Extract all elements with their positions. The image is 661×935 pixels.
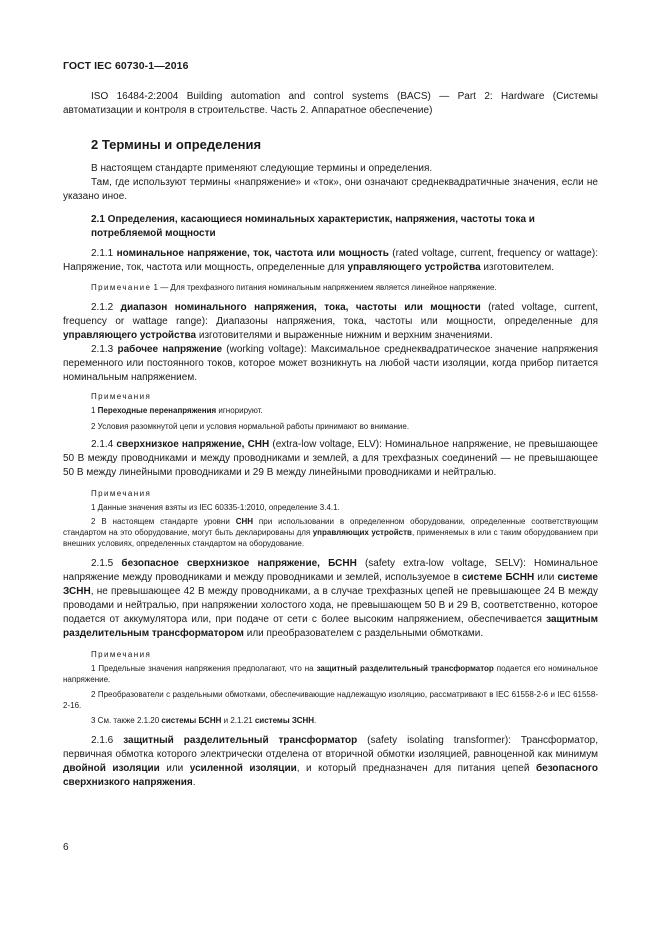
term-text: (working voltage): Максимальное среднеквадратическое значение напряжения переменного или постоянного токов, которое может возникнуть на любой части изоляции, когда прибор питается номинальным напряжением. xyxy=(63,344,599,383)
term-text: или преобразователем с раздельными обмотками. xyxy=(243,628,484,639)
intro-paragraph-2: Там, где используют термины «напряжение» и «ток», они означают среднеквадратичные значения, если не указано иное. xyxy=(63,177,598,202)
term-title: защитный разделительный трансформатор xyxy=(123,735,358,746)
term-2-1-3 xyxy=(63,343,598,385)
term-2-1-5 xyxy=(63,557,598,641)
term-ref: системе БСНН xyxy=(461,572,535,583)
term-title: диапазон номинального напряжения, тока, частоты или мощности xyxy=(120,302,481,313)
page-number: 6 xyxy=(63,842,69,853)
note-2-1-5-1 xyxy=(63,663,598,685)
note-number: 1 xyxy=(91,406,98,415)
note-term: системы ЗСНН xyxy=(254,716,315,725)
section-title: 2 Термины и определения xyxy=(91,137,262,152)
term-2-1-2 xyxy=(63,301,598,343)
term-title: рабочее напряжение xyxy=(117,344,223,355)
note-text: подается его номинальное напряжение. xyxy=(63,664,598,684)
term-text: изготовителем. xyxy=(480,262,555,273)
note-text: и 2.1.21 xyxy=(221,716,255,725)
page-content xyxy=(63,90,598,790)
term-ref: безопасного сверхнизкого напряжения xyxy=(63,763,598,788)
term-text: (rated voltage, current, frequency or wattage range): Диапазоны напряжения, тока, частоты или мощности, определенные для xyxy=(63,302,599,327)
note-term: Переходные перенапряжения xyxy=(97,406,217,415)
standard-header: ГОСТ IEC 60730-1—2016 xyxy=(63,60,189,72)
term-text: . xyxy=(192,777,196,788)
intro-paragraph-1: В настоящем стандарте применяют следующие термины и определения. xyxy=(91,163,433,174)
note-text: 1 Предельные значения напряжения предполагают, что на xyxy=(91,664,317,673)
term-2-1-1 xyxy=(63,247,598,275)
term-number: 2.1.6 xyxy=(91,735,114,746)
term-ref: защитным разделительным трансформатором xyxy=(63,614,598,639)
term-title: безопасное сверхнизкое напряжение, БСНН xyxy=(121,558,357,569)
note-text: . xyxy=(314,716,317,725)
term-text: (rated voltage, current, frequency or wattage): Напряжение, ток, частота или мощность, определенные для xyxy=(63,248,598,273)
note-text: 2 В настоящем стандарте уровни xyxy=(91,517,236,526)
note-text: игнорируют. xyxy=(216,406,263,415)
term-text: (extra-low voltage, ELV): Номинальное напряжение, не превышающее 50 В между проводниками и между проводниками и землей, а для трехфазных соединений — не превышающее 50 В между линейными проводниками и 29 В между линейными проводниками и нейтралью. xyxy=(63,439,598,478)
note-2-1-5-2: 2 Преобразователи с раздельными обмотками, обеспечивающие надлежащую изоляцию, рассматривают в IEC 61558-2-6 и IEC 61558-2-16. xyxy=(63,690,598,710)
term-2-1-6 xyxy=(63,734,598,790)
term-text: или xyxy=(159,763,190,774)
term-number: 2.1.4 xyxy=(91,439,114,450)
term-ref: двойной изоляции xyxy=(63,763,160,774)
note-label: Примечание xyxy=(91,283,152,292)
term-number: 2.1.1 xyxy=(91,248,114,259)
term-number: 2.1.2 xyxy=(91,302,114,313)
term-title: сверхнизкое напряжение, СНН xyxy=(116,439,270,450)
term-text: (safety extra-low voltage, SELV): Номинальное напряжение между проводниками и между проводниками и землей, используемое в xyxy=(63,558,599,583)
term-title: номинальное напряжение, ток, частота или мощность xyxy=(116,248,389,259)
note-text: , применяемых в или с таким оборудованием при внешних условиях, определенных стандартом на оборудование. xyxy=(63,528,598,548)
note-text: 3 См. также 2.1.20 xyxy=(91,716,162,725)
term-text: изготовителями и выраженные нижним и верхним значениями. xyxy=(196,330,493,341)
term-number: 2.1.5 xyxy=(91,558,114,569)
term-text: (safety isolating transformer): Трансформатор, первичная обмотка которого электрически отделена от вторичной обмотки изоляцией, равноценной как минимум xyxy=(63,735,598,760)
note-2-1-3-1 xyxy=(63,405,598,416)
note-2-1-1 xyxy=(63,282,598,293)
notes-heading: Примечания xyxy=(91,650,152,659)
subsection-heading: 2.1 Определения, касающиеся номинальных характеристик, напряжения, частоты тока и потребляемой мощности xyxy=(91,214,535,239)
notes-heading: Примечания xyxy=(91,392,152,401)
note-text: при использовании в определенном оборудовании, определенные соответствующим стандартом на это оборудование, могут быть декларированы для xyxy=(63,517,598,537)
note-term: управляющих устройств xyxy=(312,528,412,537)
note-term: защитный разделительный трансформатор xyxy=(316,664,494,673)
note-term: СНН xyxy=(235,517,254,526)
note-term: системы БСНН xyxy=(161,716,222,725)
note-text: 1 — Для трехфазного питания номинальным напряжением является линейное напряжение. xyxy=(151,283,497,292)
iso-reference: ISO 16484-2:2004 Building automation and control systems (BACS) — Part 2: Hardware (Системы автоматизации и контроля в строительстве. Часть 2. Аппаратное обеспечение) xyxy=(63,91,598,116)
term-number: 2.1.3 xyxy=(91,344,114,355)
note-2-1-5-3 xyxy=(63,715,598,726)
term-ref: управляющего устройства xyxy=(63,330,197,341)
term-ref: управляющего устройства xyxy=(347,262,481,273)
term-text: или xyxy=(534,572,558,583)
note-2-1-4-2 xyxy=(63,516,598,549)
term-2-1-4 xyxy=(63,438,598,480)
note-2-1-4-1: 1 Данные значения взяты из IEC 60335-1:2010, определение 3.4.1. xyxy=(91,503,340,512)
term-text: , не превышающее 42 В между проводниками, а в случае трехфазных цепей не превышающее 24 В между проводами и нейтралью, при напряжении холостого хода, не превышающем 50 В и 29 В, соответственно, которое подается от аккумулятора или, при подаче от сети с более высоким напряжением, обеспечивается xyxy=(63,586,598,625)
notes-heading: Примечания xyxy=(91,489,152,498)
note-2-1-3-2: 2 Условия разомкнутой цепи и условия нормальной работы принимают во внимание. xyxy=(91,422,410,431)
term-ref: системе ЗСНН xyxy=(63,572,598,597)
term-ref: усиленной изоляции xyxy=(189,763,297,774)
term-text: , и который предназначен для питания цепей xyxy=(296,763,536,774)
